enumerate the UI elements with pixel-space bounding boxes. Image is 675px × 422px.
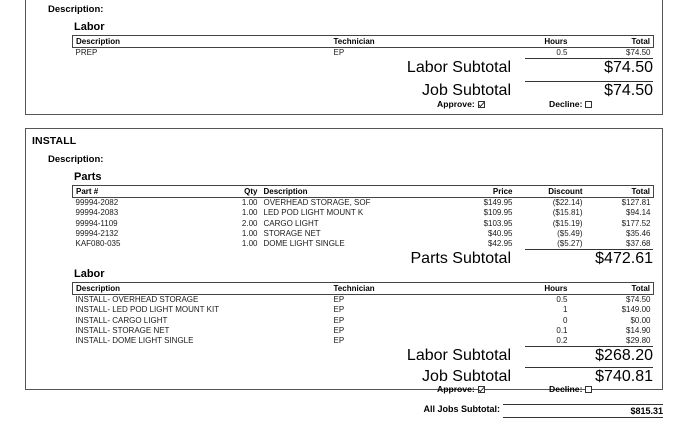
col-labor-description: Description	[73, 36, 331, 48]
job1-approve-control[interactable]	[437, 99, 485, 109]
job1-approve-checkbox-icon[interactable]	[478, 101, 485, 108]
labor-hours: 0.1	[556, 325, 568, 335]
labor-hours: 1	[563, 305, 568, 315]
labor-description: PREP	[75, 48, 98, 57]
all-jobs-subtotal-row	[0, 400, 675, 420]
job1-approve-label: Approve:	[437, 99, 475, 109]
col-labor-total: Total	[571, 283, 654, 295]
table-row	[73, 305, 654, 315]
part-qty: 1.00	[241, 198, 258, 207]
table-row	[73, 48, 654, 59]
part-discount: ($5.27)	[557, 239, 583, 249]
job-card-install	[25, 128, 663, 394]
table-row	[73, 208, 654, 218]
job1-decline-label: Decline:	[549, 99, 583, 109]
job2-parts-header-row	[73, 186, 654, 198]
part-description: LED POD LIGHT MOUNT K	[263, 208, 364, 218]
labor-total: $149.00	[621, 305, 651, 315]
col-labor-total: Total	[571, 36, 654, 48]
job2-labor-subtotal-label: Labor Subtotal	[406, 347, 511, 364]
table-row	[73, 198, 654, 209]
table-row	[73, 295, 654, 306]
job1-labor-subtotal-label: Labor Subtotal	[406, 59, 511, 76]
job2-labor-header-row	[73, 283, 654, 295]
part-total: $35.46	[626, 228, 651, 238]
part-qty: 1.00	[241, 239, 258, 249]
all-jobs-subtotal-label: All Jobs Subtotal:	[423, 404, 500, 414]
job2-parts-subtotal-value: $472.61	[525, 249, 653, 268]
job2-labor-table	[72, 282, 654, 346]
labor-technician: EP	[333, 305, 345, 315]
all-jobs-subtotal-value: $815.31	[503, 404, 663, 418]
job1-labor-header-row	[73, 36, 654, 48]
job2-labor-group-label: Labor	[74, 268, 105, 280]
part-price: $42.95	[488, 239, 513, 249]
job1-labor-table	[72, 35, 654, 58]
part-description: DOME LIGHT SINGLE	[263, 239, 345, 249]
part-qty: 1.00	[241, 228, 258, 238]
job2-title: INSTALL	[32, 135, 77, 147]
labor-technician: EP	[333, 315, 345, 325]
job2-decline-checkbox-icon[interactable]	[585, 386, 592, 393]
labor-hours: 0	[563, 315, 568, 325]
part-discount: ($15.19)	[552, 218, 583, 228]
table-row	[73, 336, 654, 346]
table-row	[73, 326, 654, 336]
part-number: 99994-2083	[75, 208, 119, 218]
labor-total: $74.50	[626, 295, 651, 304]
col-labor-technician: Technician	[331, 283, 481, 295]
part-number: 99994-2082	[75, 198, 119, 207]
labor-technician: EP	[333, 325, 345, 335]
part-number: 99994-1109	[75, 218, 118, 228]
col-part-discount: Discount	[516, 186, 586, 198]
labor-hours: 0.5	[556, 48, 568, 57]
col-labor-description: Description	[73, 283, 331, 295]
col-part-description: Description	[261, 186, 441, 198]
part-description: OVERHEAD STORAGE, SOF	[263, 198, 371, 207]
job2-parts-group-label: Parts	[74, 171, 102, 183]
labor-description: INSTALL- LED POD LIGHT MOUNT KIT	[75, 305, 220, 315]
job2-parts-table	[72, 185, 654, 249]
part-price: $149.95	[483, 198, 513, 207]
job2-description-label: Description:	[48, 154, 104, 165]
col-labor-hours: Hours	[481, 36, 571, 48]
labor-total: $14.90	[626, 325, 651, 335]
col-labor-technician: Technician	[331, 36, 481, 48]
col-labor-hours: Hours	[481, 283, 571, 295]
labor-technician: EP	[333, 336, 345, 346]
part-price: $103.95	[483, 218, 513, 228]
labor-description: INSTALL- DOME LIGHT SINGLE	[75, 336, 194, 346]
part-number: KAF080-035	[75, 239, 121, 249]
job2-decline-control[interactable]	[549, 384, 592, 394]
part-qty: 2.00	[241, 218, 258, 228]
part-total: $127.81	[621, 198, 651, 207]
table-row	[73, 316, 654, 326]
job2-approve-label: Approve:	[437, 384, 475, 394]
job2-job-subtotal-label: Job Subtotal	[422, 368, 511, 385]
part-total: $94.14	[626, 208, 651, 218]
job1-description-label: Description:	[48, 4, 104, 15]
part-discount: ($15.81)	[552, 208, 583, 218]
col-part-number: Part #	[73, 186, 215, 198]
part-price: $40.95	[488, 228, 513, 238]
job1-job-subtotal-label: Job Subtotal	[422, 82, 511, 99]
part-total: $177.52	[621, 218, 651, 228]
part-description: CARGO LIGHT	[263, 218, 319, 228]
job1-decline-control[interactable]	[549, 99, 592, 109]
job2-parts-subtotal-label: Parts Subtotal	[410, 250, 511, 267]
part-qty: 1.00	[241, 208, 258, 218]
table-row	[73, 239, 654, 249]
job2-approve-checkbox-icon[interactable]	[478, 386, 485, 393]
table-row	[73, 219, 654, 229]
labor-total: $74.50	[626, 48, 651, 57]
job2-approve-control[interactable]	[437, 384, 485, 394]
col-part-qty: Qty	[215, 186, 261, 198]
part-number: 99994-2132	[75, 228, 119, 238]
job1-labor-subtotal-value: $74.50	[525, 58, 653, 77]
labor-description: INSTALL- CARGO LIGHT	[75, 315, 168, 325]
labor-total: $29.80	[626, 336, 651, 346]
part-price: $109.95	[483, 208, 513, 218]
job2-job-subtotal-value: $740.81	[525, 367, 653, 386]
job1-decline-checkbox-icon[interactable]	[585, 101, 592, 108]
table-row	[73, 229, 654, 239]
col-part-price: Price	[441, 186, 516, 198]
col-part-total: Total	[586, 186, 654, 198]
labor-technician: EP	[333, 48, 345, 57]
labor-description: INSTALL- OVERHEAD STORAGE	[75, 295, 199, 304]
part-discount: ($5.49)	[557, 228, 583, 238]
job1-job-subtotal-value: $74.50	[525, 81, 653, 100]
labor-total: $0.00	[630, 315, 651, 325]
labor-hours: 0.2	[556, 336, 568, 346]
part-description: STORAGE NET	[263, 228, 321, 238]
labor-description: INSTALL- STORAGE NET	[75, 325, 170, 335]
job2-decline-label: Decline:	[549, 384, 583, 394]
labor-technician: EP	[333, 295, 345, 304]
part-total: $37.68	[626, 239, 651, 249]
job-card-1	[25, 0, 663, 115]
job2-labor-subtotal-value: $268.20	[525, 346, 653, 365]
part-discount: ($22.14)	[552, 198, 583, 207]
labor-hours: 0.5	[556, 295, 568, 304]
job1-labor-group-label: Labor	[74, 21, 105, 33]
